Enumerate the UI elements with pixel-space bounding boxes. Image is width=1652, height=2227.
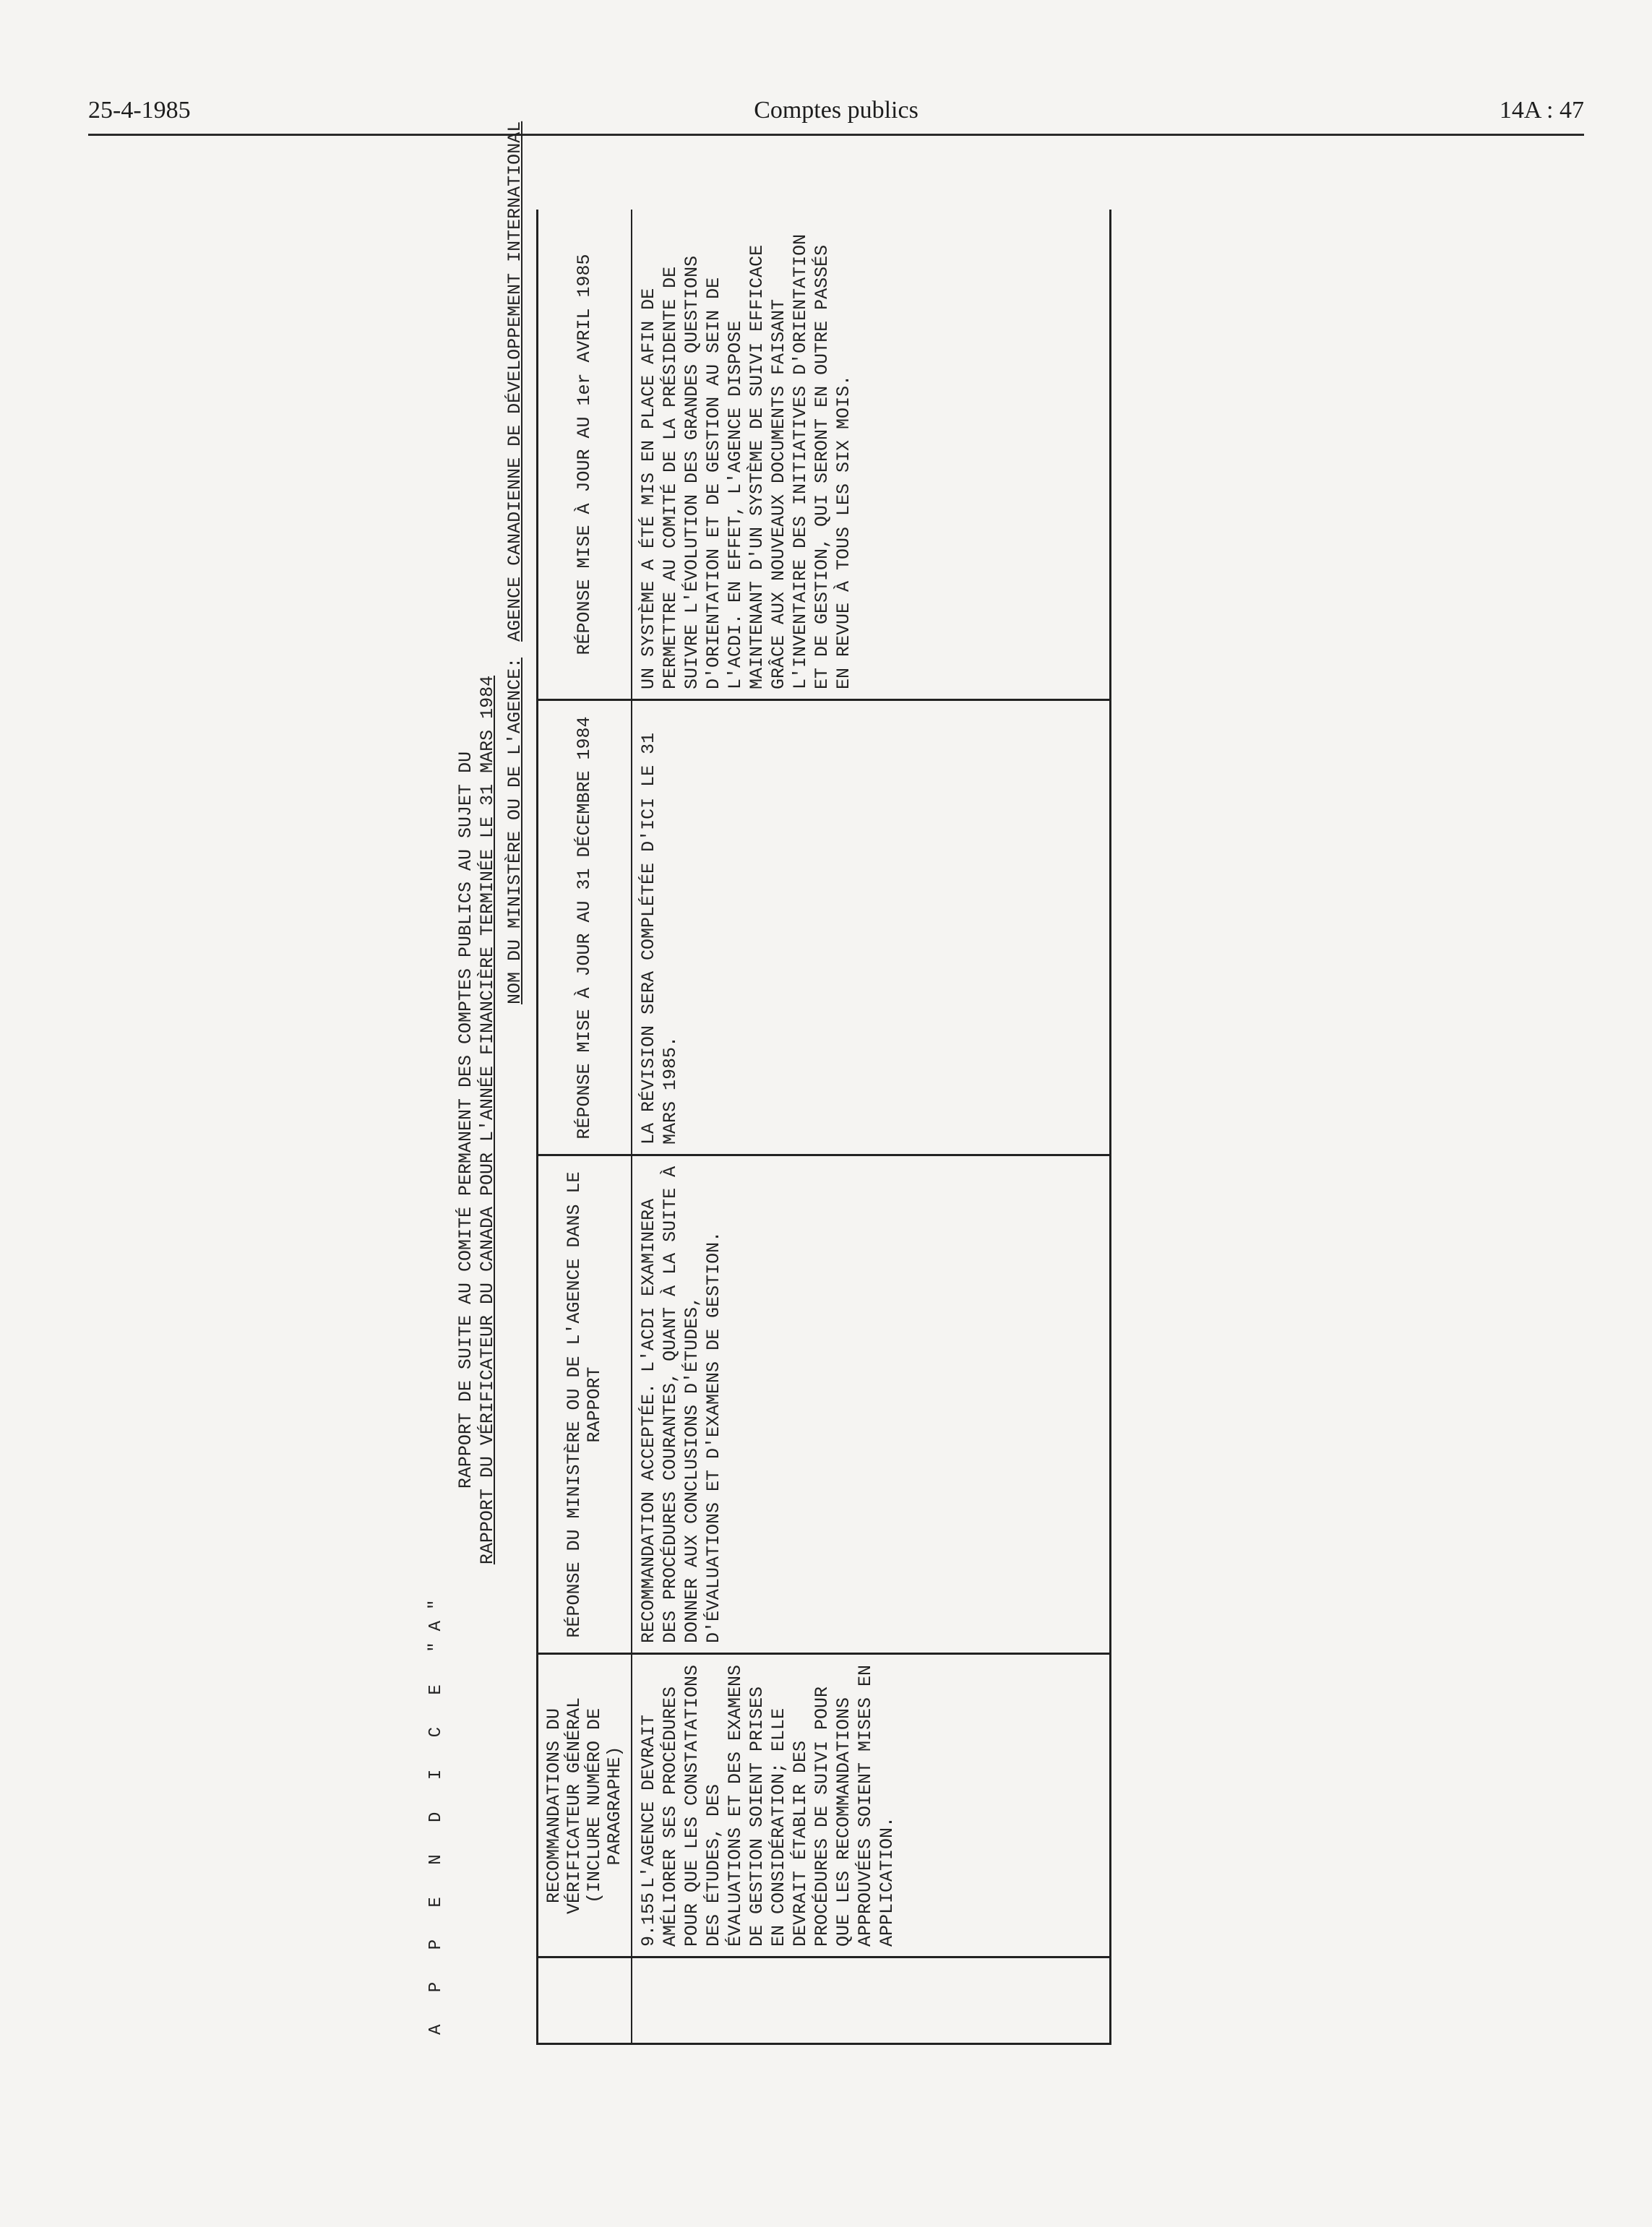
publication-title: Comptes publics [754, 97, 919, 124]
header-rule [88, 134, 1584, 136]
report-heading [455, 195, 499, 2045]
rotated-appendix [347, 121, 1214, 2045]
paragraph-number: 9.155 [638, 1892, 659, 1947]
heading-line-2: RAPPORT DU VÉRIFICATEUR DU CANADA POUR L'ANNÉE FINANCIÈRE TERMINÉE LE 31 MARS 1984 [477, 675, 498, 1565]
table-rule-left [538, 2043, 1109, 2045]
recommendation-text: L'AGENCE DEVRAIT AMÉLIORER SES PROCÉDURES POUR QUE LES CONSTATATIONS DES ÉTUDES, DES ÉVALUATIONS ET DES EXAMENS DE GESTION SOIENT PRISES EN CONSIDÉRATION; ELLE DEVRAIT ÉTABLIR DES PROCÉDURES DE SUIVI POUR QUE LES RECOMMANDATIONS APPROUVÉES SOIENT MISES EN APPLICATION. [638, 1664, 898, 1947]
appendix-label: A P P E N D I C E "A" [426, 1588, 446, 2035]
page-date: 25-4-1985 [88, 97, 191, 124]
cell-response-dec-1984: LA RÉVISION SERA COMPLÉTÉE D'ICI LE 31 MARS 1985. [638, 732, 681, 1145]
header-response-dec-1984: RÉPONSE MISE À JOUR AU 31 DÉCEMBRE 1984 [574, 716, 595, 1140]
running-head [88, 92, 1584, 133]
cell-response-report: RECOMMANDATION ACCEPTÉE. L'ACDI EXAMINERA DES PROCÉDURES COURANTES, QUANT À LA SUITE À DONNER AUX CONCLUSIONS D'ÉTUDES, D'ÉVALUATIONS ET D'EXAMENS DE GESTION. [638, 1166, 724, 1643]
followup-table [536, 210, 1111, 2045]
table-header-rule [631, 210, 632, 2045]
department-name: AGENCE CANADIENNE DE DÉVELOPPEMENT INTERNATIONAL [504, 121, 525, 642]
page-number: 14A : 47 [1499, 97, 1584, 124]
cell-response-apr-1985: UN SYSTÈME A ÉTÉ MIS EN PLACE AFIN DE PERMETTRE AU COMITÉ DE LA PRÉSIDENTE DE SUIVRE L'ÉVOLUTION DES GRANDES QUESTIONS D'ORIENTATION ET DE GESTION AU SEIN DE L'ACDI. EN EFFET, L'AGENCE DISPOSE MAINTENANT D'UN SYSTÈME DE SUIVI EFFICACE GRÂCE AUX NOUVEAUX DOCUMENTS FAISANT L'INVENTAIRE DES INITIATIVES D'ORIENTATION ET DE GESTION, QUI SERONT EN OUTRE PASSÉS EN REVUE À TOUS LES SIX MOIS. [638, 233, 854, 689]
header-response-apr-1985: RÉPONSE MISE À JOUR AU 1er AVRIL 1985 [574, 254, 595, 655]
department-line [504, 121, 525, 1004]
cell-recommendation [638, 1655, 898, 1957]
header-response-report: RÉPONSE DU MINISTÈRE OU DE L'AGENCE DANS LE RAPPORT [564, 1171, 605, 1638]
header-recommendations: RECOMMANDATIONS DU VÉRIFICATEUR GÉNÉRAL (INCLURE NUMÉRO DE PARAGRAPHE) [543, 1697, 625, 1915]
heading-line-1: RAPPORT DE SUITE AU COMITÉ PERMANENT DES COMPTES PUBLICS AU SUJET DU [455, 751, 476, 1489]
department-label: NOM DU MINISTÈRE OU DE L'AGENCE: [504, 657, 525, 1004]
